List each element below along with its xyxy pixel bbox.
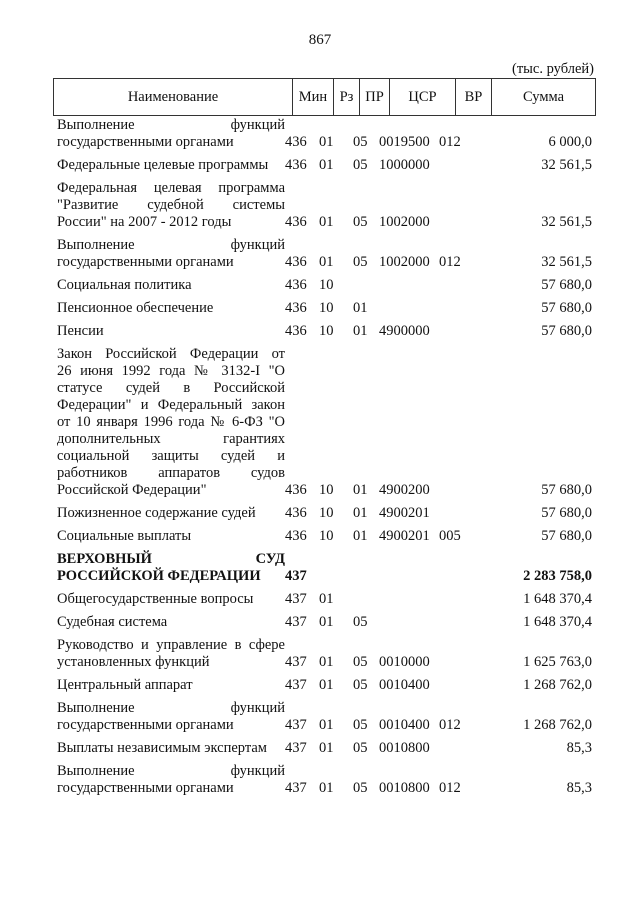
row-name: ВЕРХОВНЫЙ СУД РОССИЙСКОЙ ФЕДЕРАЦИИ	[57, 551, 285, 584]
row-pr: 01	[353, 528, 368, 544]
row-sum: 32 561,5	[541, 214, 592, 230]
row-min: 436	[285, 277, 307, 293]
row-name: Судебная система	[57, 614, 168, 630]
table-row	[57, 528, 592, 545]
row-pr: 05	[353, 134, 368, 150]
row-csr: 1000000	[379, 157, 430, 173]
row-sum: 57 680,0	[541, 482, 592, 498]
row-pr: 05	[353, 677, 368, 693]
table-body	[57, 117, 592, 803]
row-sum: 85,3	[566, 780, 592, 796]
row-sum: 57 680,0	[541, 300, 592, 316]
row-name: Социальная политика	[57, 277, 192, 293]
header-sum: Сумма	[491, 79, 595, 115]
row-min: 436	[285, 528, 307, 544]
row-csr: 4900201	[379, 528, 430, 544]
row-pr: 05	[353, 780, 368, 796]
row-min: 436	[285, 254, 307, 270]
row-name: Пенсионное обеспечение	[57, 300, 214, 316]
row-name: Федеральные целевые программы	[57, 157, 269, 173]
table-row	[57, 763, 592, 797]
table-row	[57, 180, 592, 231]
row-sum: 1 648 370,4	[523, 591, 592, 607]
row-csr: 0010800	[379, 780, 430, 796]
table-row	[57, 551, 592, 585]
row-min: 436	[285, 482, 307, 498]
header-pr: ПР	[359, 79, 389, 115]
row-csr: 0010400	[379, 717, 430, 733]
row-name: Пожизненное содержание судей	[57, 505, 256, 521]
row-sum: 32 561,5	[541, 157, 592, 173]
header-rz: Рз	[333, 79, 359, 115]
row-vr: 012	[439, 717, 461, 733]
row-csr: 4900000	[379, 323, 430, 339]
table-row	[57, 277, 592, 294]
row-min: 437	[285, 654, 307, 670]
row-pr: 01	[353, 300, 368, 316]
row-rz: 01	[319, 677, 334, 693]
table-row	[57, 637, 592, 671]
row-pr: 01	[353, 482, 368, 498]
header-name: Наименование	[127, 88, 219, 105]
table-row	[57, 346, 592, 499]
row-pr: 05	[353, 717, 368, 733]
row-rz: 10	[319, 277, 334, 293]
row-min: 436	[285, 214, 307, 230]
table-row	[57, 323, 592, 340]
row-sum: 1 268 762,0	[523, 717, 592, 733]
page-number: 867	[308, 32, 332, 48]
row-name: Выполнение функций государственными органами	[57, 700, 285, 733]
row-rz: 01	[319, 591, 334, 607]
row-min: 436	[285, 300, 307, 316]
row-rz: 01	[319, 654, 334, 670]
row-pr: 05	[353, 740, 368, 756]
row-rz: 10	[319, 323, 334, 339]
row-name: Закон Российской Федерации от 26 июня 1992 года № 3132-I "О статусе судей в Российской Федерации" и Федеральный закон от 10 января 1996 года № 6-ФЗ "О дополнительных гарантиях социальной защиты судей и работников аппаратов судов Российской Федерации"	[57, 346, 285, 498]
row-vr: 005	[439, 528, 461, 544]
row-pr: 01	[353, 323, 368, 339]
header-vr: ВР	[455, 79, 491, 115]
row-sum: 57 680,0	[541, 323, 592, 339]
table-row	[57, 117, 592, 151]
row-min: 437	[285, 614, 307, 630]
row-rz: 01	[319, 214, 334, 230]
row-csr: 0019500	[379, 134, 430, 150]
row-pr: 05	[353, 214, 368, 230]
row-sum: 1 625 763,0	[523, 654, 592, 670]
row-min: 436	[285, 134, 307, 150]
row-min: 437	[285, 740, 307, 756]
row-name: Центральный аппарат	[57, 677, 193, 693]
row-pr: 01	[353, 505, 368, 521]
row-rz: 01	[319, 134, 334, 150]
row-pr: 05	[353, 654, 368, 670]
row-csr: 0010800	[379, 740, 430, 756]
row-csr: 4900201	[379, 505, 430, 521]
row-sum: 1 268 762,0	[523, 677, 592, 693]
row-min: 437	[285, 568, 307, 584]
row-csr: 0010000	[379, 654, 430, 670]
row-vr: 012	[439, 134, 461, 150]
row-name: Пенсии	[57, 323, 104, 339]
table-row	[57, 677, 592, 694]
row-min: 437	[285, 780, 307, 796]
row-sum: 57 680,0	[541, 505, 592, 521]
row-name: Выполнение функций государственными органами	[57, 237, 285, 270]
table-row	[57, 237, 592, 271]
row-sum: 6 000,0	[548, 134, 592, 150]
table-header	[53, 78, 596, 116]
row-rz: 10	[319, 482, 334, 498]
header-csr: ЦСР	[389, 79, 455, 115]
row-sum: 1 648 370,4	[523, 614, 592, 630]
row-rz: 01	[319, 740, 334, 756]
row-csr: 4900200	[379, 482, 430, 498]
row-pr: 05	[353, 157, 368, 173]
row-pr: 05	[353, 614, 368, 630]
table-row	[57, 700, 592, 734]
table-row	[57, 740, 592, 757]
table-row	[57, 157, 592, 174]
row-csr: 0010400	[379, 677, 430, 693]
row-name: Федеральная целевая программа "Развитие судебной системы России" на 2007 - 2012 годы	[57, 180, 285, 230]
row-min: 437	[285, 717, 307, 733]
row-min: 437	[285, 677, 307, 693]
row-min: 436	[285, 323, 307, 339]
row-rz: 01	[319, 717, 334, 733]
row-pr: 05	[353, 254, 368, 270]
row-vr: 012	[439, 780, 461, 796]
row-sum: 2 283 758,0	[523, 568, 592, 584]
table-row	[57, 591, 592, 608]
row-rz: 10	[319, 300, 334, 316]
row-rz: 10	[319, 528, 334, 544]
row-min: 436	[285, 157, 307, 173]
table-row	[57, 614, 592, 631]
row-sum: 57 680,0	[541, 277, 592, 293]
row-rz: 01	[319, 157, 334, 173]
row-min: 436	[285, 505, 307, 521]
row-sum: 85,3	[566, 740, 592, 756]
row-rz: 01	[319, 614, 334, 630]
row-vr: 012	[439, 254, 461, 270]
row-csr: 1002000	[379, 214, 430, 230]
header-min: Мин	[292, 79, 333, 115]
table-row	[57, 505, 592, 522]
row-min: 437	[285, 591, 307, 607]
table-row	[57, 300, 592, 317]
row-name: Выполнение функций государственными органами	[57, 117, 285, 150]
row-name: Общегосударственные вопросы	[57, 591, 254, 607]
row-name: Социальные выплаты	[57, 528, 192, 544]
row-name: Выполнение функций государственными органами	[57, 763, 285, 796]
row-name: Выплаты независимым экспертам	[57, 740, 267, 756]
row-rz: 10	[319, 505, 334, 521]
row-name: Руководство и управление в сфере установленных функций	[57, 637, 285, 670]
row-csr: 1002000	[379, 254, 430, 270]
units-label: (тыс. рублей)	[512, 61, 594, 77]
row-sum: 32 561,5	[541, 254, 592, 270]
row-rz: 01	[319, 254, 334, 270]
row-sum: 57 680,0	[541, 528, 592, 544]
row-rz: 01	[319, 780, 334, 796]
